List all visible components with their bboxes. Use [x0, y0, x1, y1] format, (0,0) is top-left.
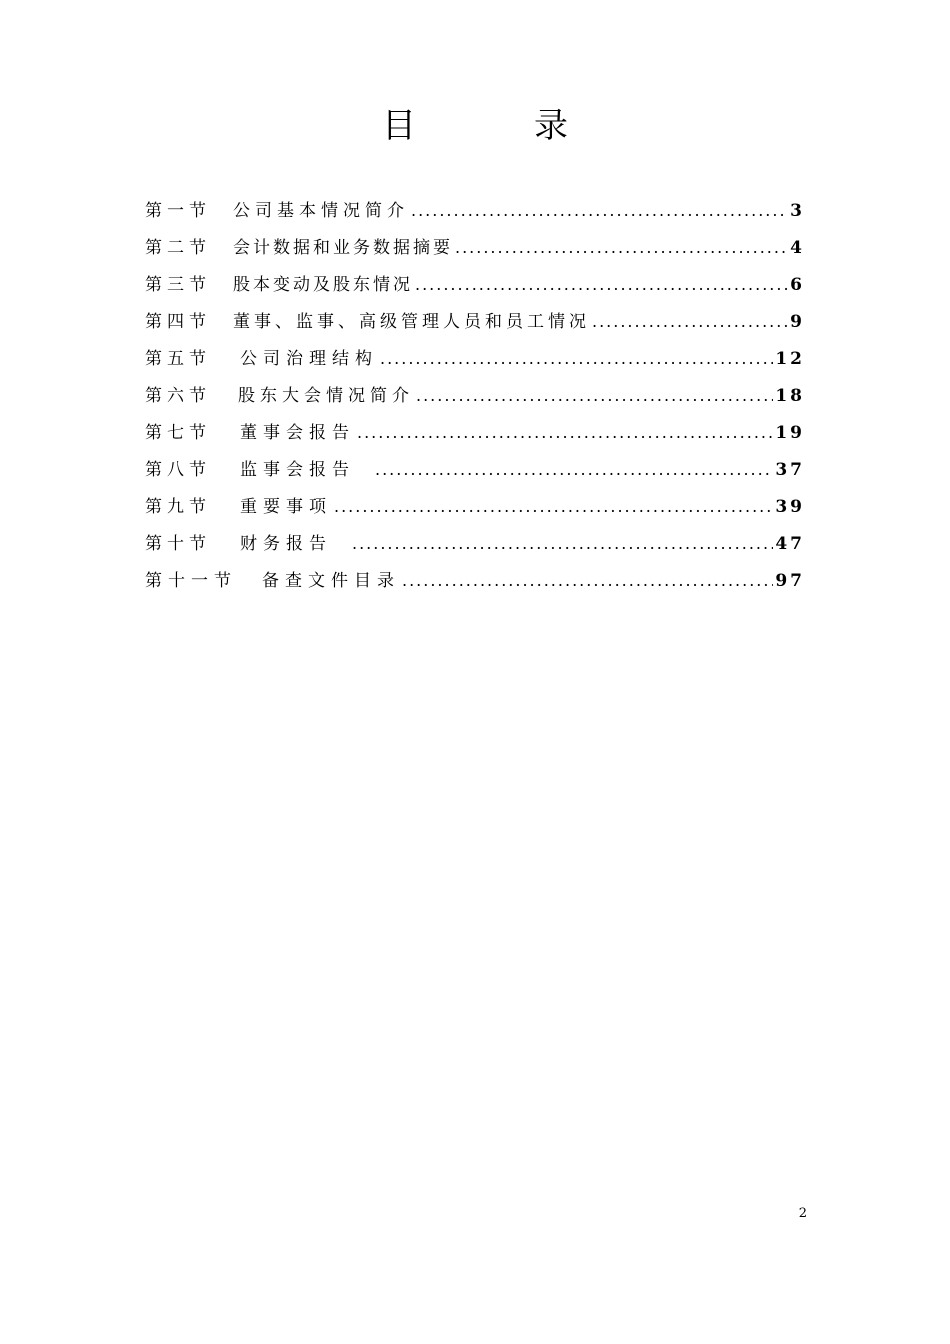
toc-section-title: 公司治理结构: [240, 349, 378, 369]
toc-section-number: 第四节: [145, 312, 211, 332]
toc-section-number: 第五节: [145, 349, 211, 369]
toc-section-number: 第三节: [145, 275, 211, 295]
toc-section-title: 监事会报告: [240, 460, 355, 480]
toc-entry[interactable]: [145, 233, 805, 270]
toc-entry[interactable]: [145, 344, 805, 381]
toc-page-number: 97: [775, 571, 805, 591]
toc-section-title: 股东大会情况简介: [238, 386, 414, 406]
toc-dot-leader: [416, 386, 773, 405]
toc-section-title: 财务报告: [240, 534, 332, 554]
toc-dot-leader: [334, 497, 773, 516]
toc-section-number: 第九节: [145, 497, 211, 517]
toc-section-title: 董事会报告: [240, 423, 355, 443]
toc-page-number: 6: [790, 275, 805, 295]
toc-dot-leader: [357, 423, 773, 442]
toc-section-title: 重要事项: [240, 497, 332, 517]
toc-dot-leader: [402, 571, 773, 590]
toc-entry[interactable]: [145, 196, 805, 233]
toc-section-title: 备查文件目录: [262, 571, 400, 591]
toc-page-number: 19: [775, 423, 805, 443]
toc-section-title: 公司基本情况简介: [233, 201, 409, 221]
toc-section-title: 董事、监事、高级管理人员和员工情况: [233, 312, 590, 332]
toc-section-number: 第二节: [145, 238, 211, 258]
toc-page-number: 9: [790, 312, 805, 332]
toc-page-number: 18: [775, 386, 805, 406]
toc-entry[interactable]: [145, 418, 805, 455]
toc-dot-leader: [375, 460, 773, 479]
toc-entry[interactable]: [145, 492, 805, 529]
toc-page-number: 4: [790, 238, 805, 258]
toc-entry[interactable]: [145, 566, 805, 603]
toc-dot-leader: [352, 534, 773, 553]
toc-entry[interactable]: [145, 307, 805, 344]
page-number: 2: [798, 1206, 807, 1221]
toc-dot-leader: [415, 275, 788, 294]
toc-page-number: 39: [775, 497, 805, 517]
toc-section-title: 股本变动及股东情况: [233, 275, 413, 295]
toc-section-number: 第十一节: [145, 571, 237, 591]
toc-page-number: 12: [775, 349, 805, 369]
toc-page-number: 37: [775, 460, 805, 480]
toc-section-number: 第八节: [145, 460, 211, 480]
toc-dot-leader: [592, 312, 788, 331]
toc-section-number: 第六节: [145, 386, 211, 406]
toc-page-number: 47: [775, 534, 805, 554]
toc-entry[interactable]: [145, 381, 805, 418]
toc-section-number: 第一节: [145, 201, 211, 221]
toc-section-number: 第十节: [145, 534, 211, 554]
page-title: 目 录: [382, 106, 610, 146]
toc-section-title: 会计数据和业务数据摘要: [233, 238, 453, 258]
toc-entry[interactable]: [145, 270, 805, 307]
toc-entry[interactable]: [145, 529, 805, 566]
toc-section-number: 第七节: [145, 423, 211, 443]
toc-dot-leader: [411, 201, 788, 220]
toc-entry[interactable]: [145, 455, 805, 492]
toc-dot-leader: [455, 238, 788, 257]
toc-page-number: 3: [790, 201, 805, 221]
table-of-contents: [145, 196, 805, 603]
toc-dot-leader: [380, 349, 773, 368]
